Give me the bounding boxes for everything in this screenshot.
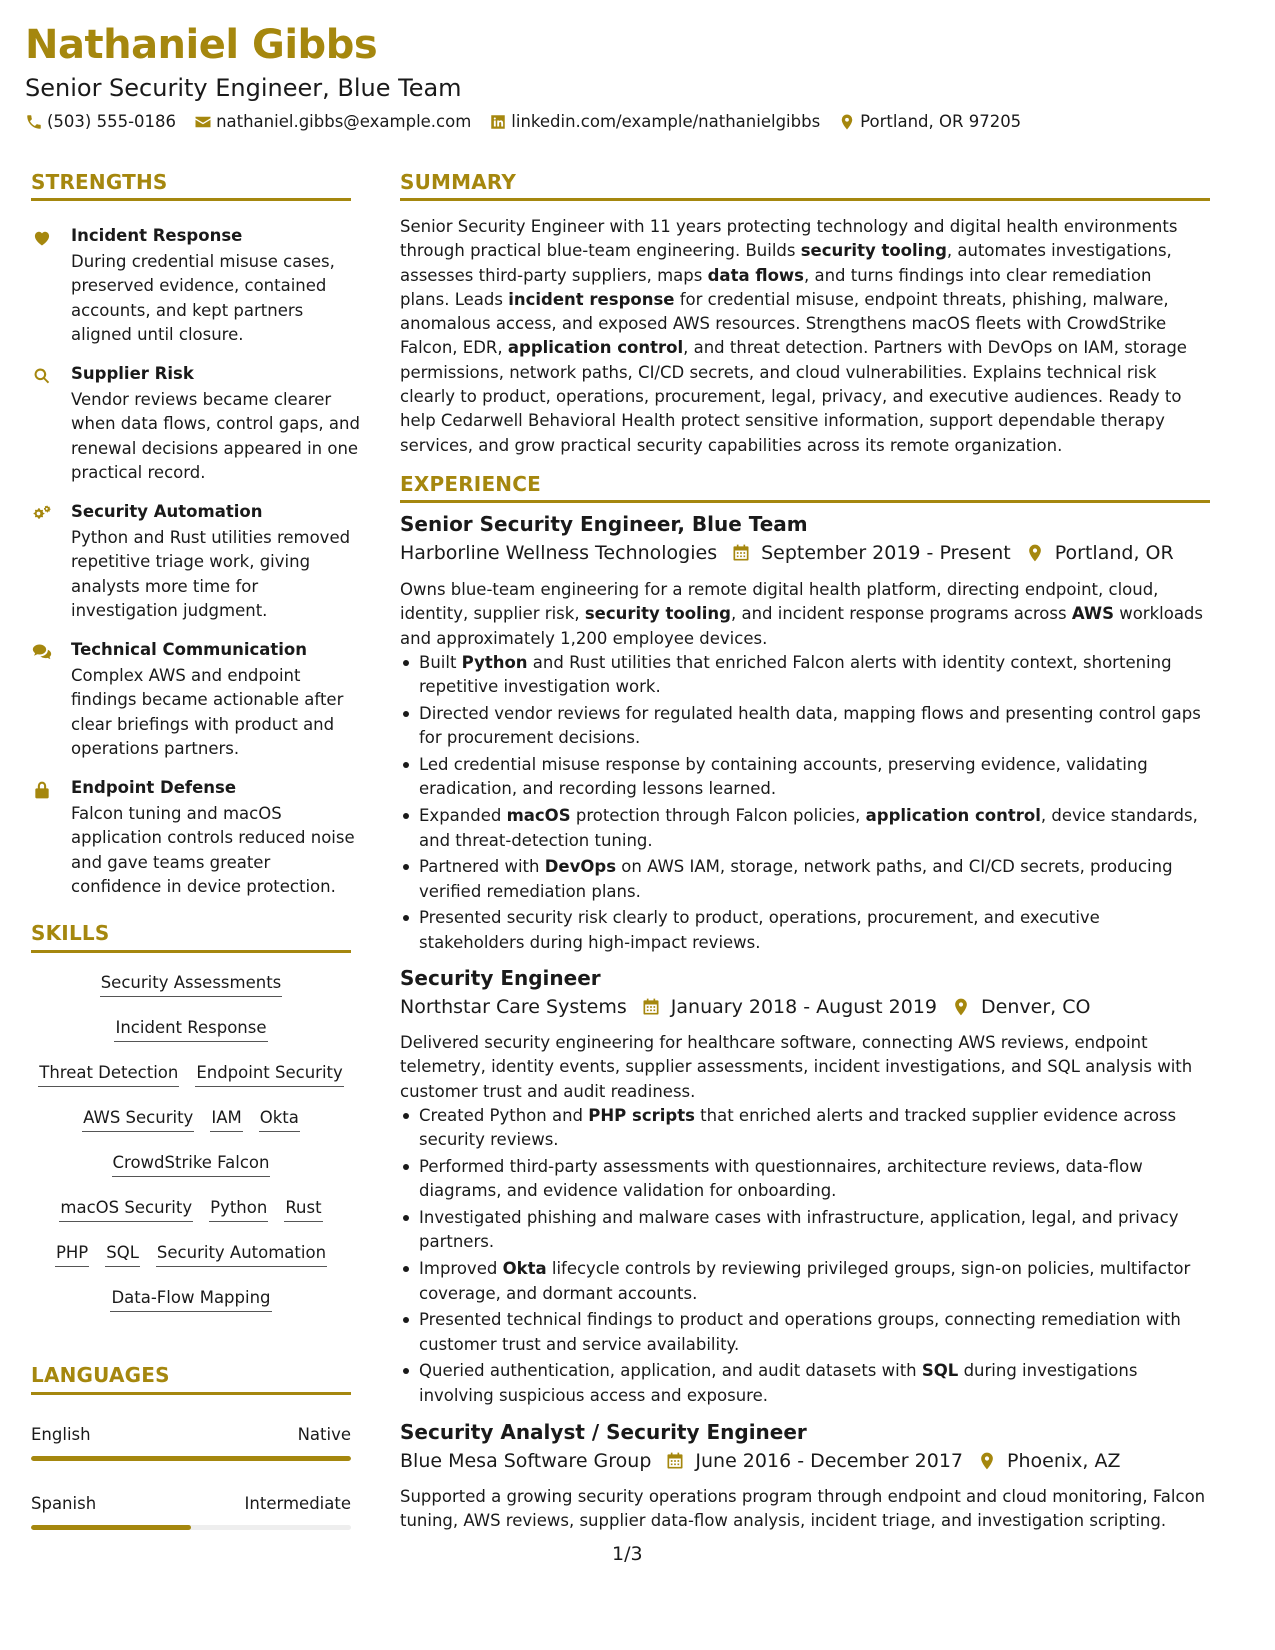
- body-text: Created Python and: [419, 1106, 589, 1125]
- skills-row: [31, 1018, 351, 1042]
- emphasis-text: Python: [461, 653, 528, 672]
- skill-tag: Python: [209, 1198, 268, 1222]
- body-text: Investigated phishing and malware cases with infrastructure, application, legal, and privacy partners.: [419, 1208, 1179, 1252]
- body-text: Partnered with: [419, 857, 545, 877]
- heart-icon: [31, 228, 53, 248]
- strength-desc: Python and Rust utilities removed repetitive triage work, giving analysts more time for investigation judgment.: [71, 528, 351, 620]
- bullet-item: [400, 1257, 1210, 1306]
- language-level: Intermediate: [244, 1494, 351, 1513]
- contact-email[interactable]: [194, 112, 471, 131]
- body-text: Directed vendor reviews for regulated health data, mapping flows and presenting control gaps for procurement decisions.: [419, 704, 1201, 748]
- emphasis-text: PHP scripts: [588, 1106, 695, 1125]
- body-text: Senior Security Engineer with 11 years protecting technology and digital health environments through practical blue-team engineering. Builds: [400, 217, 1178, 261]
- emphasis-text: DevOps: [544, 857, 617, 877]
- skills-row: [31, 1108, 351, 1132]
- candidate-name: Nathaniel Gibbs: [25, 22, 378, 68]
- body-text: , and turns findings into clear remediation plans. Leads: [400, 265, 1152, 309]
- contact-phone-text: (503) 555-0186: [47, 112, 177, 131]
- experience-rule: [400, 500, 1210, 503]
- skills-heading: SKILLS: [31, 921, 110, 945]
- body-text: Presented security risk clearly to product, operations, procurement, and executive stakeholders during high-impact reviews.: [419, 908, 1100, 952]
- language-bar-fill: [31, 1525, 191, 1530]
- contact-phone[interactable]: [25, 112, 176, 131]
- map-pin-icon: [1025, 543, 1045, 563]
- language-bar: [31, 1525, 351, 1530]
- strength-title: Security Automation: [71, 502, 263, 521]
- skill-tag: Okta: [259, 1108, 300, 1132]
- headline: Senior Security Engineer, Blue Team: [25, 74, 462, 102]
- body-text: Led credential misuse response by containing accounts, preserving evidence, validating eradication, and recording lessons learned.: [419, 755, 1148, 799]
- job-location: Denver, CO: [981, 996, 1091, 1018]
- bullet-item: [400, 906, 1210, 955]
- emphasis-text: application control: [507, 338, 684, 358]
- summary-heading: SUMMARY: [400, 170, 517, 194]
- emphasis-text: AWS: [1071, 604, 1114, 624]
- linkedin-icon: [489, 113, 507, 131]
- job-bullets: [400, 1104, 1210, 1411]
- emphasis-text: security tooling: [584, 604, 731, 624]
- contact-email-text: nathaniel.gibbs@example.com: [216, 112, 472, 131]
- body-text: during investigations involving suspicious access and exposure.: [419, 1361, 1138, 1405]
- job-title: Security Engineer: [400, 966, 601, 990]
- company-name: Harborline Wellness Technologies: [400, 542, 718, 564]
- contact-location-text: Portland, OR 97205: [860, 112, 1022, 131]
- contact-linkedin[interactable]: [489, 112, 820, 131]
- strength-desc: Complex AWS and endpoint findings became actionable after clear briefings with product and operations partners.: [71, 666, 344, 758]
- bullet-item: [400, 1104, 1210, 1153]
- skill-tag: Threat Detection: [38, 1063, 179, 1087]
- body-text: Performed third-party assessments with questionnaires, architecture reviews, data-flow diagrams, and evidence validation for onboarding.: [419, 1157, 1143, 1201]
- skill-tag: Security Assessments: [100, 973, 283, 997]
- job-meta: [400, 996, 1090, 1018]
- strength-desc: During credential misuse cases, preserved evidence, contained accounts, and kept partners aligned until closure.: [71, 252, 335, 344]
- bullet-item: [400, 804, 1210, 853]
- strength-title: Endpoint Defense: [71, 778, 237, 797]
- skills-row: [31, 1288, 351, 1312]
- calendar-icon: [641, 997, 661, 1017]
- job-title: Security Analyst / Security Engineer: [400, 1420, 807, 1444]
- job-meta: [400, 1450, 1121, 1472]
- language-bar-fill: [31, 1456, 351, 1461]
- strengths-rule: [31, 198, 351, 201]
- skills-row: [31, 1153, 351, 1177]
- bullet-item: [400, 1308, 1210, 1357]
- map-pin-icon: [951, 997, 971, 1017]
- body-text: Supported a growing security operations program through endpoint and cloud monitoring, Falcon tuning, AWS reviews, supplier data-flow analysis, incident triage, and investigation scripting.: [400, 1487, 1206, 1531]
- emphasis-text: data flows: [707, 265, 804, 285]
- job-description: [400, 1031, 1210, 1104]
- contact-location: [838, 112, 1021, 131]
- body-text: Built: [419, 653, 462, 672]
- job-location: Phoenix, AZ: [1007, 1450, 1121, 1472]
- body-text: , and incident response programs across: [730, 604, 1072, 624]
- job-dates: January 2018 - August 2019: [670, 996, 938, 1018]
- emphasis-text: security tooling: [800, 241, 947, 261]
- skill-tag: Security Automation: [156, 1243, 327, 1267]
- skill-tag: Data-Flow Mapping: [110, 1288, 271, 1312]
- phone-icon: [25, 113, 43, 131]
- bullet-item: [400, 753, 1210, 802]
- skills-row: [31, 1243, 351, 1267]
- skill-tag: IAM: [210, 1108, 242, 1132]
- body-text: Owns blue-team engineering for a remote digital health platform, directing endpoint, cloud, identity, supplier risk,: [400, 580, 1159, 624]
- envelope-icon: [194, 113, 212, 131]
- job-location: Portland, OR: [1054, 542, 1174, 564]
- strength-title: Technical Communication: [71, 640, 308, 659]
- strengths-heading: STRENGTHS: [31, 170, 168, 194]
- strength-title: Incident Response: [71, 226, 243, 245]
- skill-tag: Endpoint Security: [195, 1063, 343, 1087]
- languages-heading: LANGUAGES: [31, 1363, 170, 1387]
- bullet-item: [400, 1155, 1210, 1204]
- body-text: for credential misuse, endpoint threats, phishing, malware, anomalous access, and exposed AWS resources. Strengthens macOS fleets with CrowdStrike Falcon, EDR,: [400, 289, 1169, 358]
- skill-tag: Incident Response: [114, 1018, 267, 1042]
- body-text: lifecycle controls by reviewing privileged groups, sign-on policies, multifactor coverage, and dormant accounts.: [419, 1259, 1191, 1303]
- summary-text: [400, 215, 1205, 458]
- body-text: and Rust utilities that enriched Falcon alerts with identity context, shortening repetitive investigation work.: [419, 653, 1172, 697]
- body-text: , device standards, and threat-detection tuning.: [419, 806, 1198, 850]
- body-text: Queried authentication, application, and audit datasets with: [419, 1361, 922, 1381]
- company-name: Blue Mesa Software Group: [400, 1450, 652, 1472]
- body-text: Improved: [419, 1259, 503, 1279]
- emphasis-text: incident response: [508, 289, 675, 309]
- calendar-icon: [731, 543, 751, 563]
- strength-desc: Falcon tuning and macOS application controls reduced noise and gave teams greater confidence in device protection.: [71, 804, 355, 896]
- body-text: , and threat detection. Partners with DevOps on IAM, storage permissions, network paths, CI/CD secrets, and cloud vulnerabilities. Explains technical risk clearly to product, operations, procurement, legal, privacy, and executive audiences. Ready to help Cedarwell Behavioral Health protect sensitive information, support dependable therapy services, and grow practical security capabilities across its remote organization.: [400, 338, 1187, 455]
- body-text: on AWS IAM, storage, network paths, and CI/CD secrets, producing verified remediation plans.: [419, 857, 1173, 901]
- job-dates: September 2019 - Present: [761, 542, 1011, 564]
- skills-row: [31, 1198, 351, 1222]
- emphasis-text: macOS: [506, 806, 571, 826]
- emphasis-text: SQL: [921, 1361, 959, 1381]
- gears-icon: [31, 504, 53, 524]
- body-text: Presented technical findings to product and operations groups, connecting remediation with customer trust and service availability.: [419, 1310, 1181, 1354]
- job-meta: [400, 542, 1174, 564]
- job-dates: June 2016 - December 2017: [695, 1450, 964, 1472]
- skill-tag: PHP: [55, 1243, 89, 1267]
- skill-tag: CrowdStrike Falcon: [112, 1153, 271, 1177]
- language-level: Native: [297, 1425, 351, 1444]
- experience-heading: EXPERIENCE: [400, 472, 541, 496]
- languages-rule: [31, 1392, 351, 1395]
- job-title: Senior Security Engineer, Blue Team: [400, 512, 808, 536]
- contact-bar: [25, 112, 1039, 131]
- skills-row: [31, 1063, 351, 1087]
- job-description: [400, 1485, 1210, 1534]
- comments-icon: [31, 642, 53, 662]
- page-number: 1/3: [612, 1543, 643, 1565]
- job-bullets: [400, 651, 1210, 958]
- language-bar: [31, 1456, 351, 1461]
- emphasis-text: application control: [865, 806, 1041, 826]
- map-pin-icon: [977, 1451, 997, 1471]
- language-name: English: [31, 1425, 91, 1444]
- calendar-icon: [665, 1451, 685, 1471]
- emphasis-text: Okta: [502, 1259, 547, 1279]
- bullet-item: [400, 651, 1210, 700]
- job-description: [400, 578, 1210, 651]
- contact-linkedin-text: linkedin.com/example/nathanielgibbs: [511, 112, 821, 131]
- body-text: that enriched alerts and tracked supplier evidence across security reviews.: [419, 1106, 1177, 1150]
- skill-tag: Rust: [284, 1198, 322, 1222]
- search-icon: [31, 366, 53, 386]
- body-text: Delivered security engineering for healthcare software, connecting AWS reviews, endpoint telemetry, identity events, supplier assessments, incident investigations, and SQL analysis with customer trust and audit readiness.: [400, 1033, 1193, 1101]
- skills-rule: [31, 950, 351, 953]
- body-text: protection through Falcon policies,: [570, 806, 866, 826]
- lock-icon: [31, 780, 53, 800]
- skills-row: [31, 973, 351, 997]
- bullet-item: [400, 702, 1210, 751]
- skill-tag: AWS Security: [82, 1108, 194, 1132]
- map-pin-icon: [838, 113, 856, 131]
- skill-tag: SQL: [105, 1243, 140, 1267]
- bullet-item: [400, 855, 1210, 904]
- body-text: workloads and approximately 1,200 employee devices.: [400, 604, 1204, 648]
- skill-tag: macOS Security: [59, 1198, 193, 1222]
- strength-desc: Vendor reviews became clearer when data flows, control gaps, and renewal decisions appeared in one practical record.: [71, 390, 360, 482]
- body-text: , automates investigations, assesses third-party suppliers, maps: [400, 241, 1172, 285]
- company-name: Northstar Care Systems: [400, 996, 627, 1018]
- language-name: Spanish: [31, 1494, 97, 1513]
- strength-title: Supplier Risk: [71, 364, 194, 383]
- summary-rule: [400, 198, 1210, 201]
- body-text: Expanded: [419, 806, 507, 826]
- bullet-item: [400, 1359, 1210, 1408]
- bullet-item: [400, 1206, 1210, 1255]
